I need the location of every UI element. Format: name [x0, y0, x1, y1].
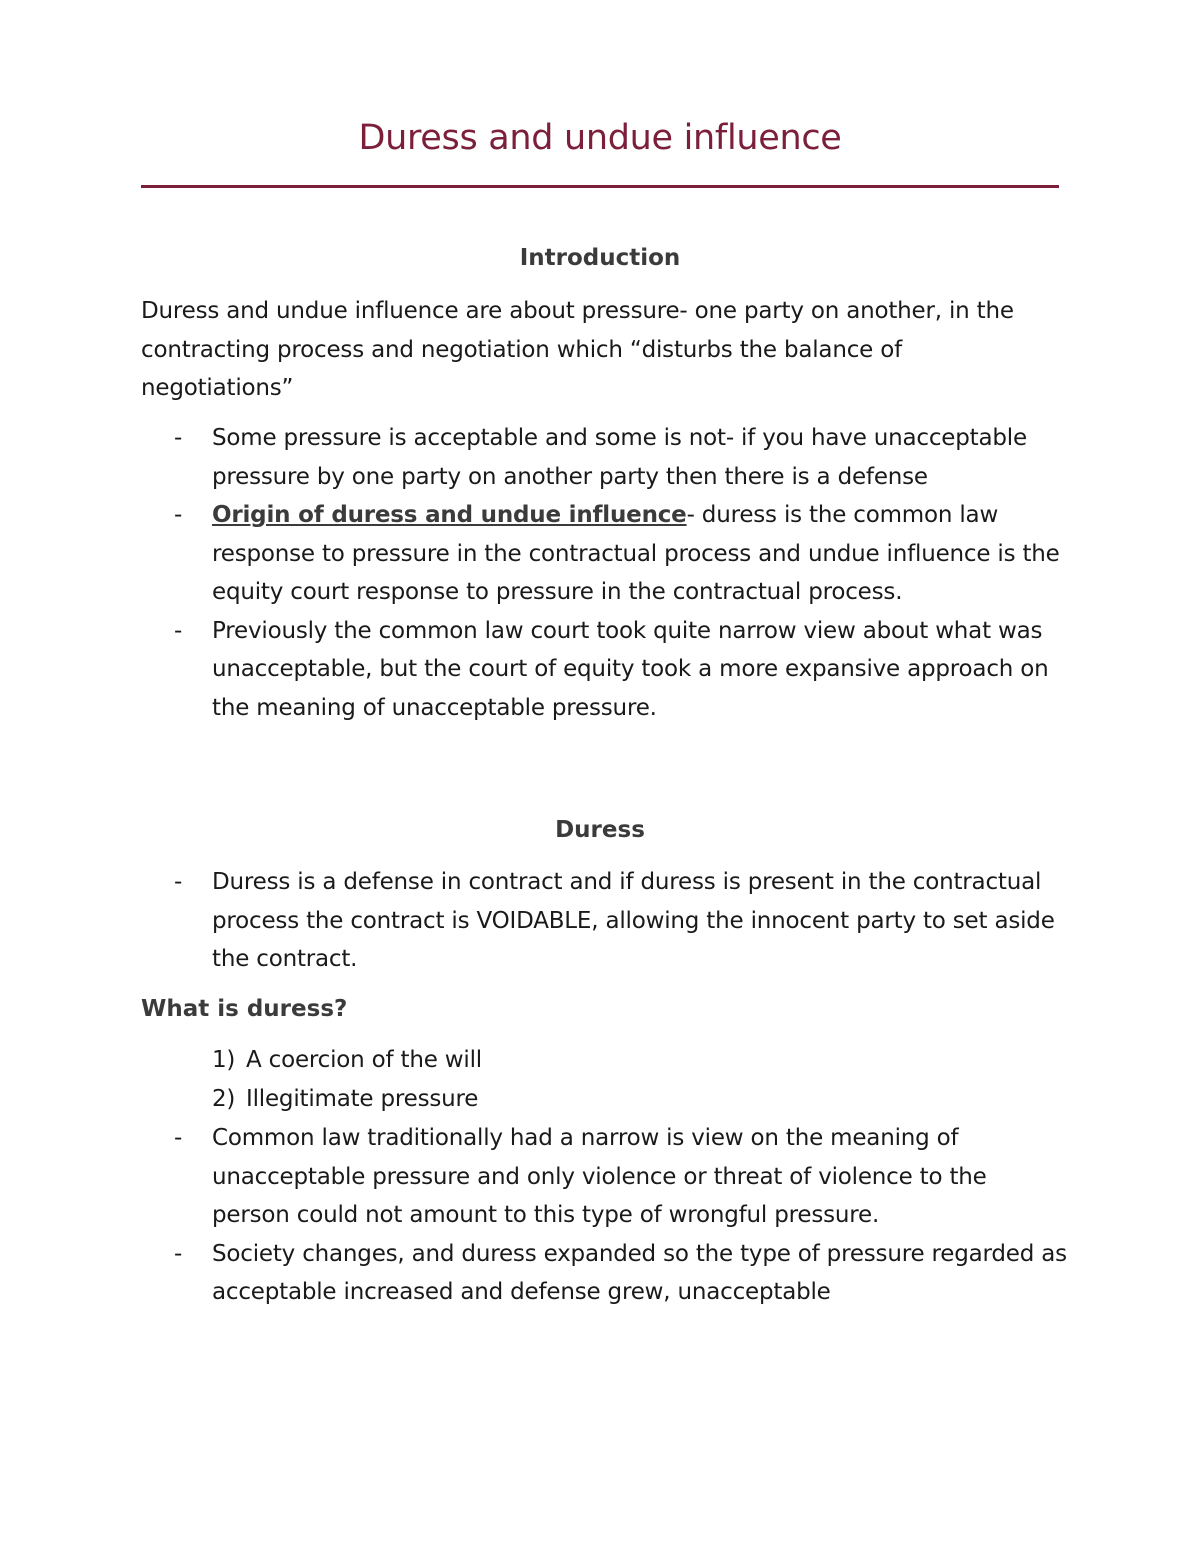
- list-item-text: Previously the common law court took quite narrow view about what was unacceptable, but the court of equity took a more expansive approach on the meaning of unacceptable pressure.: [212, 617, 1049, 721]
- intro-bullet-list: [141, 419, 1071, 727]
- list-item-text: Society changes, and duress expanded so the type of pressure regarded as acceptable increased and defense grew, unacceptable: [212, 1240, 1067, 1305]
- number-marker: 2): [212, 1085, 236, 1112]
- list-item-text: Some pressure is acceptable and some is not- if you have unacceptable pressure by one party on another party then there is a defense: [212, 425, 1027, 490]
- list-item-lead: Origin of duress and undue influence: [212, 502, 687, 528]
- list-item-text: Duress is a defense in contract and if duress is present in the contractual process the contract is VOIDABLE, allowing the innocent party to set aside the contract.: [212, 869, 1055, 972]
- dash-marker: -: [174, 617, 183, 644]
- dash-marker: -: [174, 502, 183, 528]
- list-item: [141, 612, 1071, 728]
- intro-paragraph: Duress and undue influence are about pressure- one party on another, in the contracting process and negotiation which “disturbs the balance of negotiations”: [141, 298, 1014, 401]
- duress-bullet-list: [141, 863, 1071, 979]
- list-item: [141, 1235, 1071, 1312]
- list-item-text: Illegitimate pressure: [246, 1085, 479, 1112]
- duress-more-bullet-list: [141, 1119, 1071, 1312]
- dash-marker: -: [174, 425, 183, 451]
- subheading-what-is-duress: What is duress?: [141, 996, 348, 1022]
- number-marker: 1): [212, 1047, 236, 1073]
- list-item-text: A coercion of the will: [246, 1047, 482, 1073]
- section-heading-introduction: Introduction: [519, 245, 681, 271]
- dash-marker: -: [174, 869, 183, 895]
- dash-marker: -: [174, 1125, 183, 1151]
- list-item: [141, 863, 1071, 979]
- list-item-text: Common law traditionally had a narrow is view on the meaning of unacceptable pressure and only violence or threat of violence to the person could not amount to this type of wrongful pressure.: [212, 1125, 987, 1228]
- list-item: [141, 1080, 1071, 1119]
- list-item: [141, 1119, 1071, 1235]
- section-heading-duress: Duress: [555, 817, 645, 843]
- title-divider: [141, 185, 1059, 188]
- list-item-text: - duress is the common law response to pressure in the contractual process and undue influence is the equity court response to pressure in the contractual process.: [212, 502, 1060, 605]
- list-item: [141, 496, 1071, 612]
- list-item: [141, 1041, 1071, 1080]
- dash-marker: -: [174, 1240, 183, 1267]
- list-item: [141, 419, 1071, 496]
- duress-numbered-list: [141, 1041, 1071, 1118]
- document-title: Duress and undue influence: [358, 118, 842, 158]
